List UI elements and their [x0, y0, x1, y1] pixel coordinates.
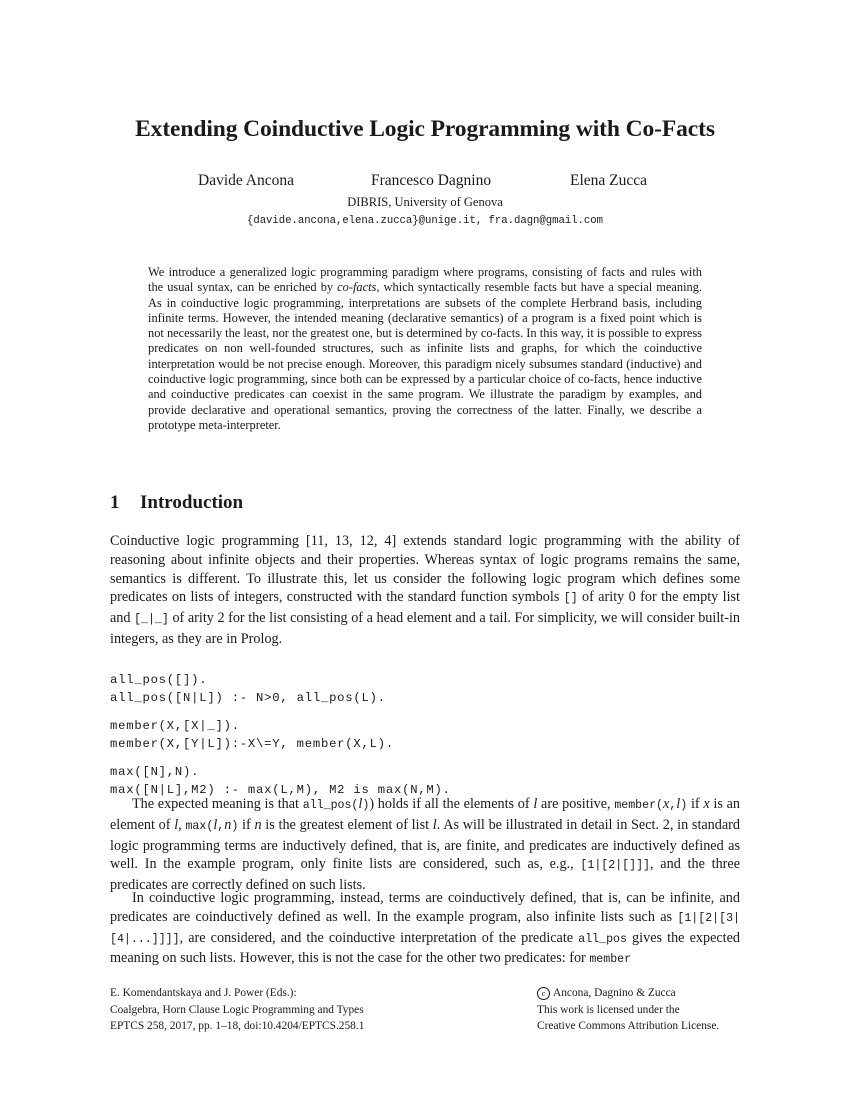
- license-line-2: Creative Commons Attribution License.: [537, 1020, 720, 1032]
- intro-text-2: of arity 0 for the empty list and: [110, 589, 740, 627]
- abstract-cofacts-emphasis: co-facts: [337, 280, 377, 295]
- code-comma: ,: [217, 819, 225, 833]
- license-line-1: This work is licensed under the: [537, 1003, 680, 1016]
- text: The expected meaning is that: [132, 796, 303, 812]
- text: gives the expected meaning on such lists. However, this is not the case for the other two predicates: for: [110, 929, 740, 967]
- code-close: ): [680, 799, 688, 812]
- var-n: n: [254, 816, 262, 833]
- copyright-icon: c: [537, 987, 550, 1000]
- code-line: max([N|L],M2) :- max(L,M), M2 is max(N,M).: [110, 783, 451, 797]
- var-l: l: [533, 796, 538, 812]
- code-line: member(X,[Y|L]):-X\=Y, member(X,L).: [110, 737, 394, 751]
- section-heading-introduction: [110, 492, 243, 514]
- var-x: x: [663, 796, 670, 812]
- text: are positive,: [537, 796, 615, 812]
- intro-text-1: Coinductive logic programming [11, 13, 12, 4] extends standard logic programming with the ability of reasoning about infinite objects and their properties. Whereas syntax of logic programs remains the same, semantics is different. To illustrate this, let us consider the following logic program which defines some predicates on lists of integers, constructed with the standard function symbols: [110, 533, 740, 606]
- text: is the greatest element of list: [261, 816, 433, 833]
- section-number: 1: [110, 492, 120, 513]
- var-l: l: [174, 816, 179, 833]
- code-line-blank: [110, 754, 451, 763]
- code-member: member(: [614, 799, 664, 812]
- affiliation: DIBRIS, University of Genova: [347, 195, 503, 209]
- footer-venue: Coalgebra, Horn Clause Logic Programming and Types: [110, 1003, 364, 1016]
- text: ) holds if all the elements of: [369, 796, 534, 812]
- code-block: [110, 652, 451, 818]
- intro-text-3: of arity 2 for the list consisting of a head element and a tail. For simplicity, we will consider built-in integers, as they are in Prolog.: [110, 610, 740, 647]
- text: In coinductive logic programming, instead, terms are coinductively defined, that is, can be infinite, and predicates are coinductively defined as well. In the example program, also infinite lists such as: [110, 890, 740, 925]
- code-max: max(: [185, 819, 214, 833]
- footer-copyright: [537, 985, 719, 1002]
- abstract-text-2: , which syntactically resemble facts but have a special meaning. As in coinductive logic programming, interpretations are subsets of the complete Herbrand basis, including infinite terms. However, the intended meaning (declarative semantics) of a program is a fixed point which is not necessarily the least, nor the greatest one, but is determined by co-facts. In this way, it is possible to express predicates on non well-founded structures, such as infinite lists and graphs, for which the coinductive interpretation would be not precise enough. Moreover, this paradigm nicely subsumes standard (inductive) and coinductive logic programming, since both can be expressed by a particular choice of co-facts, hence inductive and coinductive predicates can coexist in the same program. We illustrate the paradigm by examples, and provide declarative and operational semantics, proving the correctness of the latter. Finally, we describe a prototype meta-interpreter.: [148, 280, 703, 432]
- footer-publication-info: [110, 985, 364, 1035]
- var-l: l: [676, 796, 681, 812]
- code-line-blank: [110, 708, 451, 717]
- author-3: Elena Zucca: [570, 172, 648, 189]
- var-l: l: [213, 816, 218, 833]
- abstract-text-1: We introduce a generalized logic programming paradigm where programs, consisting of facts and rules with the usual syntax, can be enriched by: [148, 265, 702, 295]
- code-finite-list: [1|[2|[]]]: [580, 859, 650, 873]
- text: , are considered, and the coinductive interpretation of the predicate: [179, 929, 579, 946]
- code-line: member(X,[X|_]).: [110, 718, 240, 733]
- code-empty-list: []: [563, 592, 578, 606]
- abstract: [148, 265, 702, 433]
- author-emails: {davide.ancona,elena.zucca}@unige.it, fra.dagn@gmail.com: [246, 215, 603, 227]
- code-line: max([N],N).: [110, 764, 200, 779]
- paragraph-coinductive: [110, 889, 740, 970]
- intro-paragraph: [110, 532, 740, 649]
- text: if: [687, 796, 704, 812]
- code-close: ): [362, 799, 370, 812]
- var-x: x: [703, 796, 710, 812]
- footer-license: [537, 985, 719, 1035]
- var-l: l: [432, 816, 437, 833]
- author-2: Francesco Dagnino: [371, 172, 492, 189]
- code-line: all_pos([]).: [110, 672, 208, 687]
- code-member: member: [589, 953, 632, 967]
- text: if: [238, 816, 255, 833]
- text: ,: [178, 816, 186, 833]
- code-all-pos: all_pos(: [302, 799, 359, 812]
- author-1: Davide Ancona: [198, 172, 294, 189]
- var-n: n: [224, 816, 232, 833]
- paper-title: Extending Coinductive Logic Programming with Co-Facts: [135, 116, 715, 142]
- footer-doi: EPTCS 258, 2017, pp. 1–18, doi:10.4204/EPTCS.258.1: [110, 1020, 365, 1032]
- code-line: all_pos([N|L]) :- N>0, all_pos(L).: [110, 691, 386, 705]
- text: . As will be illustrated in detail in Sect. 2, in standard logic programming terms are inductively defined, that is, are finite, and predicates are inductively defined as well. In the example program, only finite lists are considered, such as, e.g.,: [110, 816, 740, 873]
- code-comma: ,: [669, 799, 677, 812]
- var-l: l: [358, 796, 363, 812]
- code-all-pos: all_pos: [578, 932, 627, 946]
- code-cons: [_|_]: [134, 613, 169, 627]
- text: , and the three predicates are correctly defined on such lists.: [110, 856, 740, 894]
- paragraph-expected-meaning: [110, 795, 740, 895]
- section-title: Introduction: [140, 492, 244, 513]
- copyright-holders: Ancona, Dagnino & Zucca: [553, 987, 676, 999]
- code-close: ): [231, 819, 239, 833]
- footer-editors: E. Komendantskaya and J. Power (Eds.):: [110, 987, 297, 999]
- text: is an element of: [110, 796, 740, 833]
- code-infinite-list: [1|[2|[3|[4|...]]]]: [110, 911, 740, 946]
